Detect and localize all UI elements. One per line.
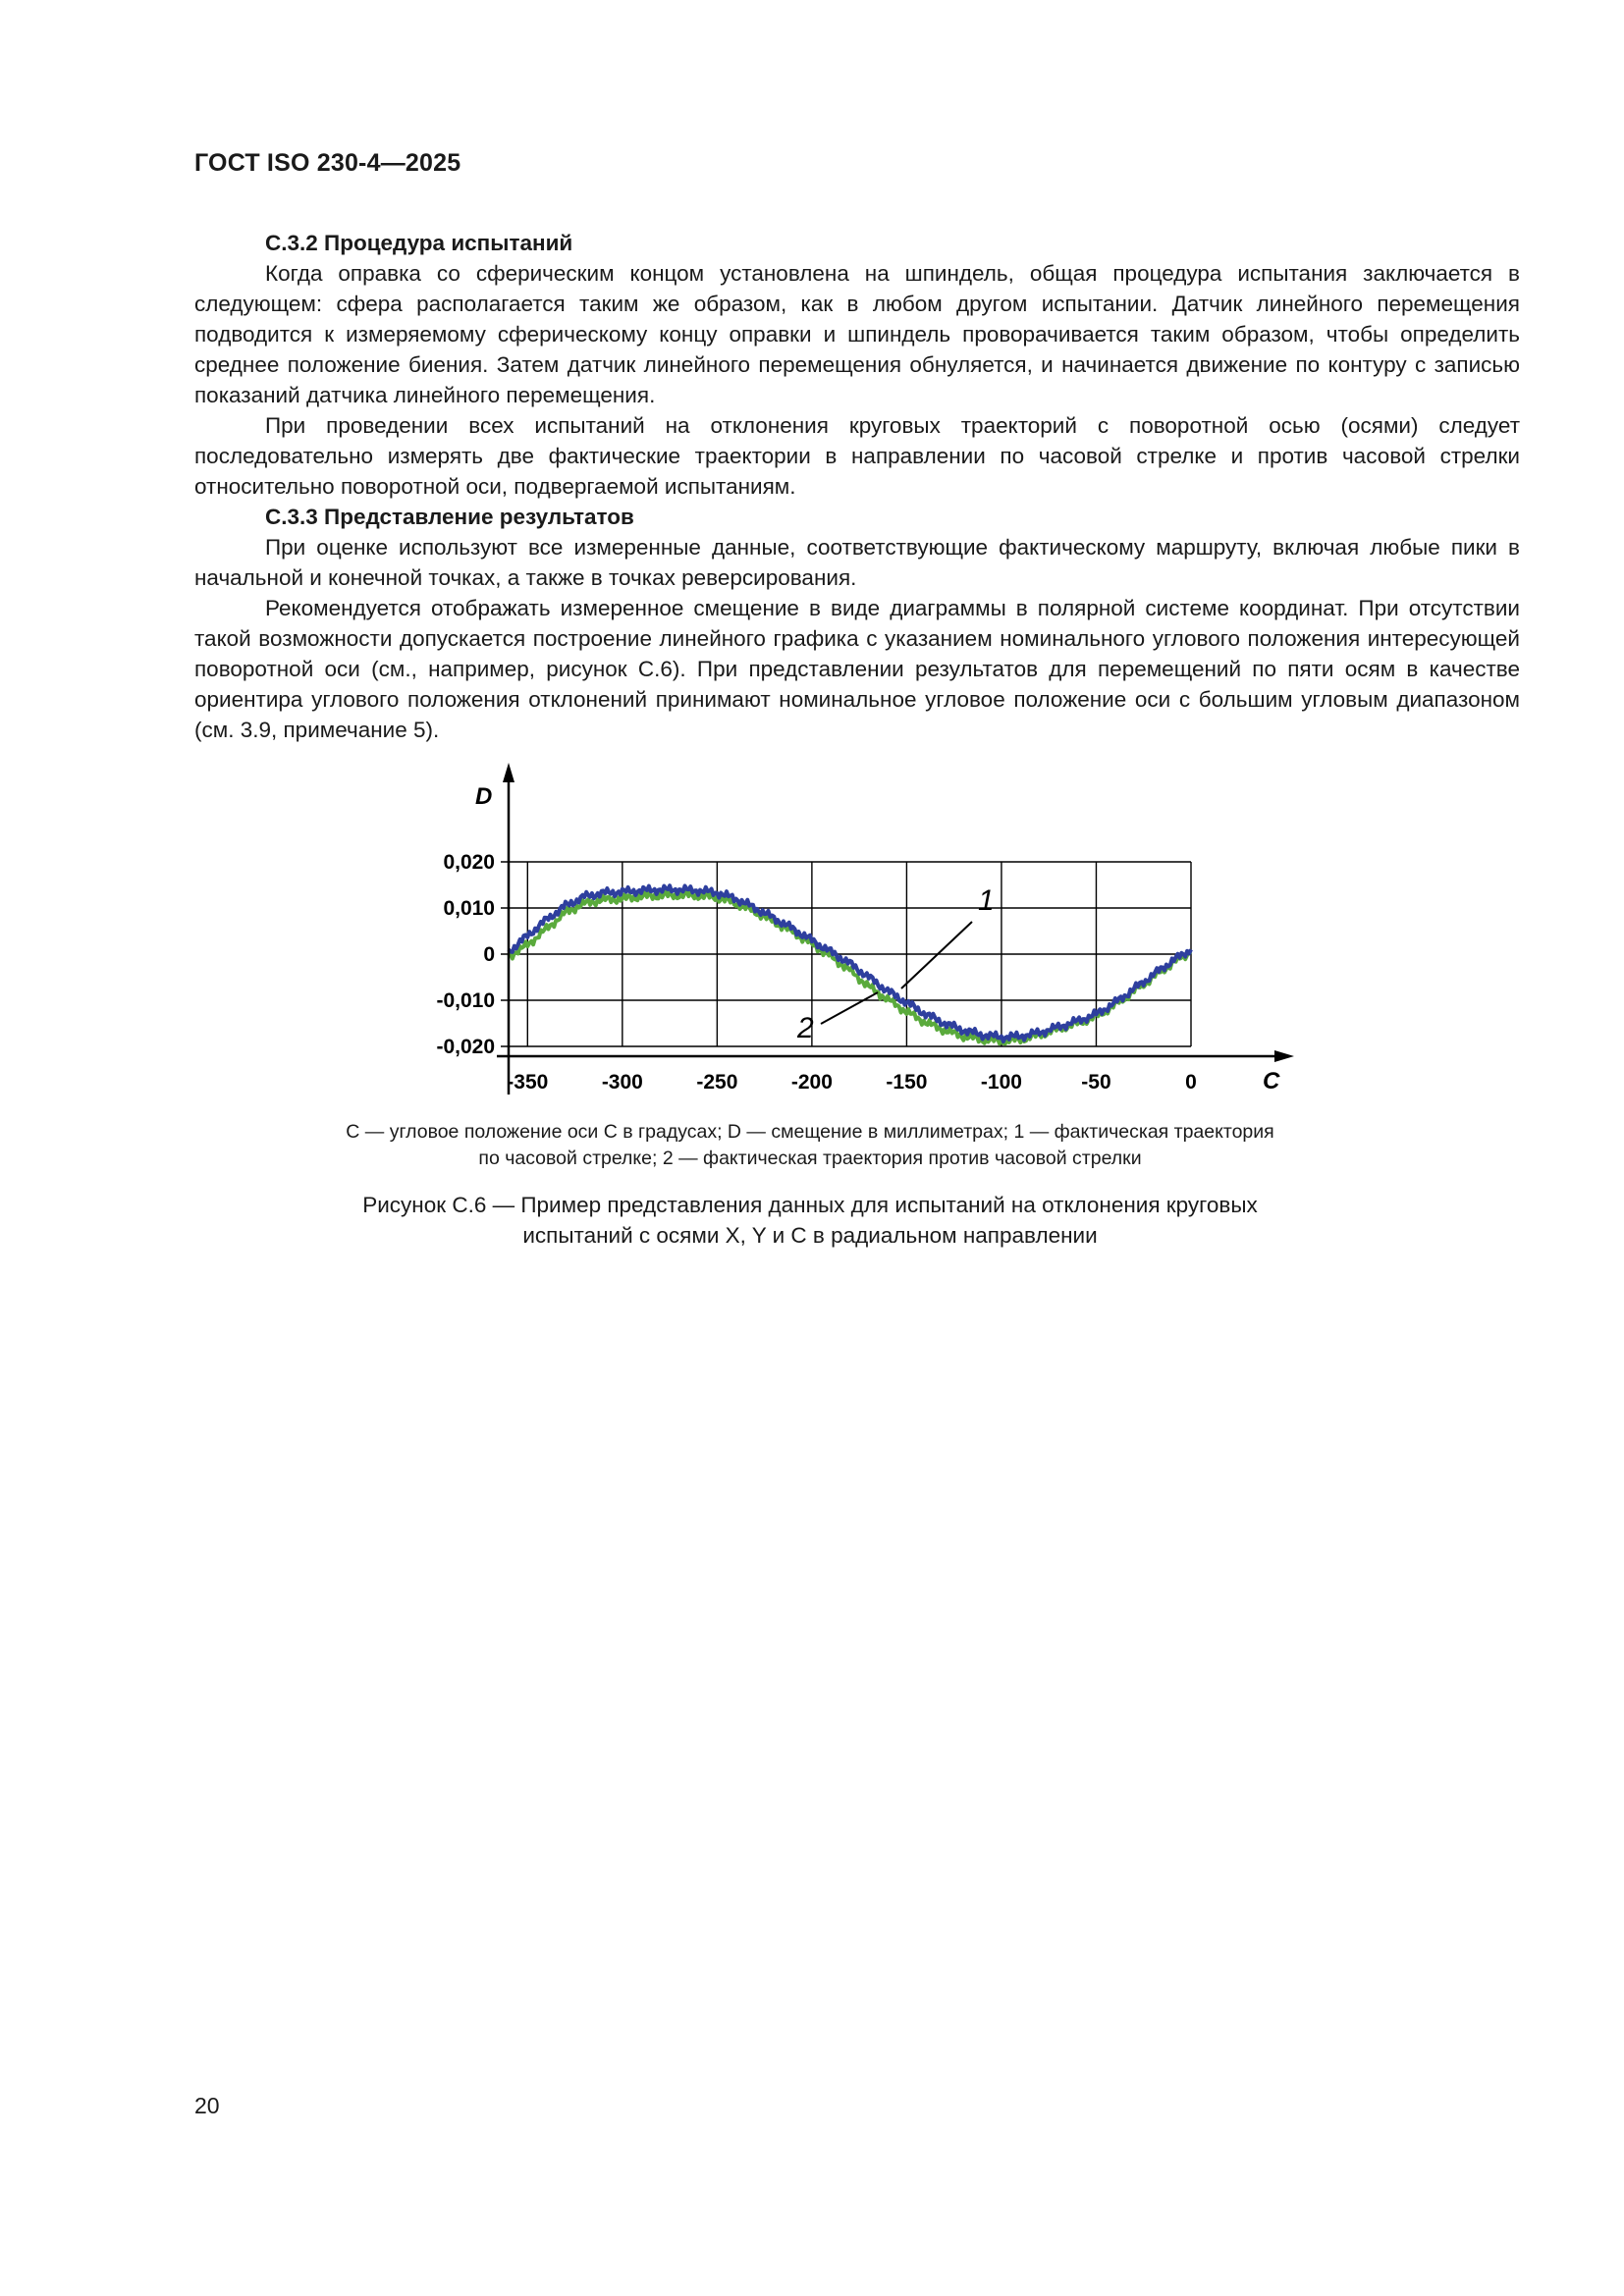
- x-tick-label: -150: [886, 1071, 928, 1094]
- page-number: 20: [194, 2093, 220, 2118]
- section-heading-c32: С.3.2 Процедура испытаний: [265, 231, 573, 255]
- x-tick-label: 0: [1185, 1071, 1197, 1094]
- figure-title-line-1: Рисунок С.6 — Пример представления данных для испытаний на отклонения круговых: [362, 1193, 1258, 1217]
- x-axis-label: C: [1263, 1068, 1280, 1095]
- x-axis-arrow-icon: [1274, 1050, 1294, 1062]
- paragraph: Рекомендуется отображать измеренное смещение в виде диаграммы в полярной системе координат. При отсутствии такой возможности допускается построение линейного графика с указанием номинального углового положения интересующей поворотной оси (см., например, рисунок С.6). При представлении результатов для перемещений по пяти осям в качестве ориентира углового положения отклонений принимают номинальное угловое положение оси с большим угловым диапазоном (см. 3.9, примечание 5).: [194, 596, 1520, 742]
- leader-line-2: [821, 992, 878, 1024]
- series-1-label: 1: [978, 884, 995, 917]
- x-tick-label: -50: [1081, 1071, 1111, 1094]
- figure-title: [245, 1190, 1375, 1251]
- y-tick-label: 0,020: [443, 851, 495, 874]
- x-tick-label: -250: [696, 1071, 738, 1094]
- figure-legend: [245, 1119, 1375, 1172]
- legend-line-1: C — угловое положение оси C в градусах; D — смещение в миллиметрах; 1 — фактическая траектория: [346, 1121, 1274, 1143]
- y-tick-label: 0,010: [443, 897, 495, 920]
- deviation-chart: [412, 761, 1316, 1104]
- body-text: [194, 228, 1520, 745]
- y-tick-label: 0: [483, 943, 495, 966]
- x-tick-label: -200: [790, 1071, 833, 1094]
- paragraph: При оценке используют все измеренные данные, соответствующие фактическому маршруту, включая любые пики в начальной и конечной точках, а также в точках реверсирования.: [194, 535, 1520, 590]
- section-heading-c33: С.3.3 Представление результатов: [265, 505, 634, 529]
- document-header: ГОСТ ISO 230-4—2025: [194, 149, 461, 177]
- y-tick-label: -0,010: [436, 989, 495, 1012]
- y-tick-label: -0,020: [436, 1036, 495, 1058]
- series-2-label: 2: [797, 1012, 814, 1044]
- x-tick-label: -100: [980, 1071, 1022, 1094]
- y-axis-arrow-icon: [503, 763, 514, 782]
- y-axis-label: D: [475, 783, 493, 810]
- paragraph: Когда оправка со сферическим концом установлена на шпиндель, общая процедура испытания заключается в следующем: сфера располагается таким же образом, как в любом другом испытании. Датчик линейного перемещения подводится к измеряемому сферическому концу оправки и шпиндель проворачивается таким образом, чтобы определить среднее положение биения. Затем датчик линейного перемещения обнуляется, и начинается движение по контуру с записью показаний датчика линейного перемещения.: [194, 261, 1520, 407]
- paragraph: При проведении всех испытаний на отклонения круговых траекторий с поворотной осью (осями) следует последовательно измерять две фактические траектории в направлении по часовой стрелке и против часовой стрелки относительно поворотной оси, подвергаемой испытаниям.: [194, 413, 1520, 499]
- x-tick-label: -350: [507, 1071, 549, 1094]
- x-tick-label: -300: [601, 1071, 643, 1094]
- leader-line-1: [901, 922, 972, 988]
- figure-title-line-2: испытаний с осями X, Y и C в радиальном направлении: [522, 1223, 1098, 1248]
- legend-line-2: по часовой стрелке; 2 — фактическая траектория против часовой стрелки: [478, 1148, 1142, 1169]
- series-1-line: [509, 885, 1191, 1041]
